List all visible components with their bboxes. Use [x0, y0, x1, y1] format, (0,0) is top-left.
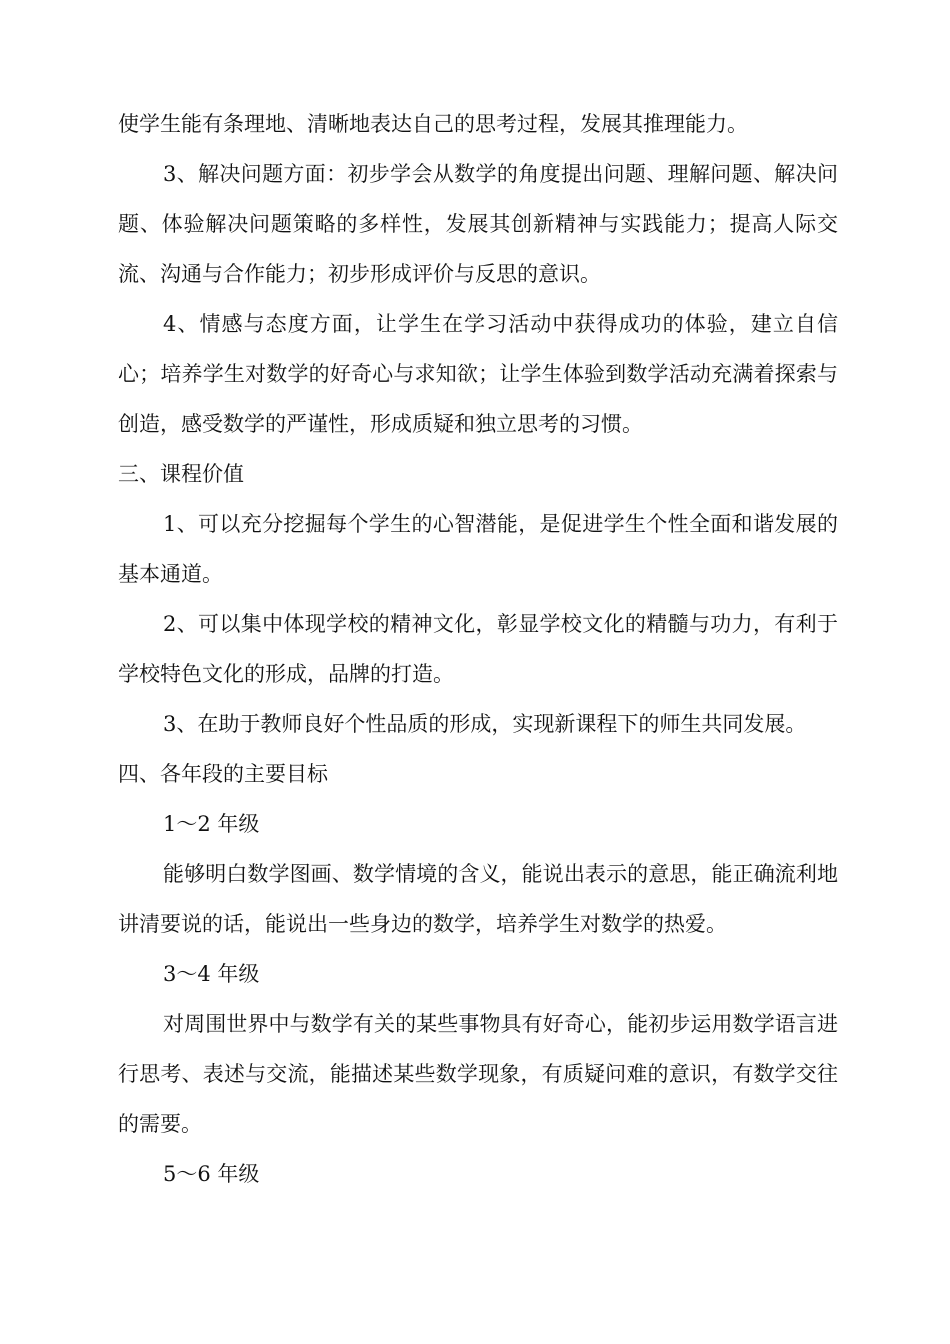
- grade-label-3-4: 3～4 年级: [163, 962, 260, 986]
- grade-label-1-2: 1～2 年级: [163, 812, 260, 836]
- paragraph-value-1: 1、可以充分挖掘每个学生的心智潜能，是促进学生个性全面和谐发展的基本通道。: [118, 512, 838, 586]
- paragraph-emotion-attitude: 4、情感与态度方面，让学生在学习活动中获得成功的体验，建立自信心；培养学生对数学的好奇心与求知欲；让学生体验到数学活动充满着探索与创造，感受数学的严谨性，形成质疑和独立思考的习惯。: [118, 312, 838, 436]
- paragraph-reasoning-continuation: 使学生能有条理地、清晰地表达自己的思考过程，发展其推理能力。: [118, 112, 748, 136]
- paragraph-grade-1-2-goal: 能够明白数学图画、数学情境的含义，能说出表示的意思，能正确流利地讲清要说的话，能说出一些身边的数学，培养学生对数学的热爱。: [118, 862, 838, 936]
- paragraph-problem-solving: 3、解决问题方面：初步学会从数学的角度提出问题、理解问题、解决问题、体验解决问题策略的多样性，发展其创新精神与实践能力；提高人际交流、沟通与合作能力；初步形成评价与反思的意识。: [118, 162, 838, 286]
- section-heading-grade-goals: 四、各年段的主要目标: [118, 762, 328, 786]
- grade-label-5-6: 5～6 年级: [163, 1162, 260, 1186]
- document-page: [118, 99, 838, 1199]
- paragraph-value-3: 3、在助于教师良好个性品质的形成，实现新课程下的师生共同发展。: [163, 712, 807, 736]
- paragraph-grade-3-4-goal: 对周围世界中与数学有关的某些事物具有好奇心，能初步运用数学语言进行思考、表述与交流，能描述某些数学现象，有质疑问难的意识，有数学交往的需要。: [118, 1012, 838, 1136]
- paragraph-value-2: 2、可以集中体现学校的精神文化，彰显学校文化的精髓与功力，有利于学校特色文化的形成，品牌的打造。: [118, 612, 838, 686]
- section-heading-course-value: 三、课程价值: [118, 462, 244, 486]
